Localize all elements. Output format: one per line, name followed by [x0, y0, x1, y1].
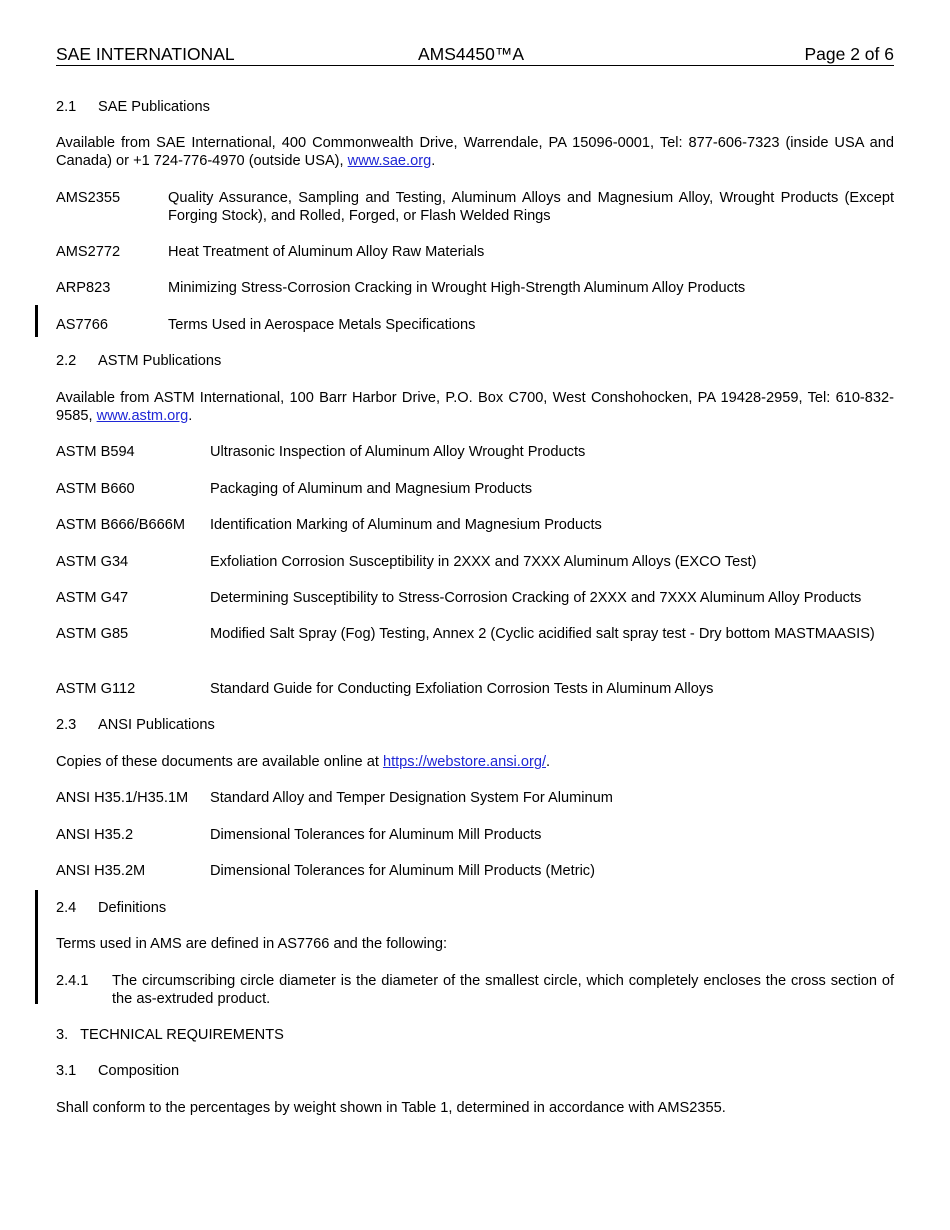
ref-title: Dimensional Tolerances for Aluminum Mill Products — [210, 827, 542, 843]
definition-text: The circumscribing circle diameter is the diameter of the smallest circle, which completely encloses the cross section of the as-extruded product. — [112, 973, 894, 1007]
astm-link[interactable]: www.astm.org — [96, 408, 189, 424]
section-number: 3.1 — [56, 1063, 77, 1079]
ref-title: Dimensional Tolerances for Aluminum Mill Products (Metric) — [210, 863, 595, 879]
ref-code: ANSI H35.2 — [56, 827, 134, 843]
ref-code: ASTM G47 — [56, 590, 129, 606]
astm-intro: Available from ASTM International, 100 Barr Harbor Drive, P.O. Box C700, West Conshohocken, PA 19428-2959, Tel: 610-832-9585, www.astm.org. — [56, 390, 894, 424]
ref-title: Exfoliation Corrosion Susceptibility in 2XXX and 7XXX Aluminum Alloys (EXCO Test) — [210, 554, 757, 570]
page-header — [56, 44, 894, 66]
section-number: 2.1 — [56, 99, 77, 115]
ref-code: AS7766 — [56, 317, 108, 333]
header-org: SAE INTERNATIONAL — [56, 44, 235, 64]
ansi-link[interactable]: https://webstore.ansi.org/ — [382, 754, 546, 770]
ref-title: Determining Susceptibility to Stress-Corrosion Cracking of 2XXX and 7XXX Aluminum Alloy Products — [210, 590, 862, 606]
section-title: ASTM Publications — [98, 353, 222, 369]
ref-title: Heat Treatment of Aluminum Alloy Raw Materials — [168, 244, 485, 260]
ref-code: ANSI H35.1/H35.1M — [56, 790, 189, 806]
ref-title: Terms Used in Aerospace Metals Specifications — [168, 317, 476, 333]
section-title: SAE Publications — [98, 99, 210, 115]
section-number: 2.2 — [56, 353, 77, 369]
ref-title: Standard Alloy and Temper Designation System For Aluminum — [210, 790, 613, 806]
ref-code: ARP823 — [56, 280, 111, 296]
ref-code: ASTM B660 — [56, 481, 135, 497]
ref-title: Quality Assurance, Sampling and Testing, Aluminum Alloys and Magnesium Alloy, Wrought Products (Except Forging Stock), and Rolled, Forged, or Flash Welded Rings — [168, 190, 894, 224]
ref-code: ASTM B666/B666M — [56, 517, 185, 533]
ref-code: ASTM B594 — [56, 444, 135, 460]
header-doc-number: AMS4450™A — [418, 44, 525, 64]
section-title: Composition — [98, 1063, 180, 1079]
ref-code: ASTM G85 — [56, 626, 129, 642]
sae-link[interactable]: www.sae.org — [347, 153, 432, 169]
section-title: Definitions — [98, 900, 167, 916]
ref-code: AMS2355 — [56, 190, 121, 206]
ref-code: ASTM G34 — [56, 554, 129, 570]
ref-code: ANSI H35.2M — [56, 863, 146, 879]
definitions-intro: Terms used in AMS are defined in AS7766 and the following: — [56, 936, 448, 952]
section-title: ANSI Publications — [98, 717, 215, 733]
ref-title: Ultrasonic Inspection of Aluminum Alloy Wrought Products — [210, 444, 586, 460]
ref-code: ASTM G112 — [56, 681, 136, 697]
composition-text: Shall conform to the percentages by weight shown in Table 1, determined in accordance with AMS2355. — [56, 1100, 726, 1116]
revision-bar — [35, 305, 38, 337]
ref-title: Minimizing Stress-Corrosion Cracking in Wrought High-Strength Aluminum Alloy Products — [168, 280, 746, 296]
header-page-number: Page 2 of 6 — [804, 44, 894, 64]
section-number: 2.4 — [56, 900, 77, 916]
ref-title: Modified Salt Spray (Fog) Testing, Annex 2 (Cyclic acidified salt spray test - Dry bottom MASTMAASIS) — [210, 626, 875, 642]
ansi-intro: Copies of these documents are available online at https://webstore.ansi.org/. — [56, 754, 551, 770]
sae-intro: Available from SAE International, 400 Commonwealth Drive, Warrendale, PA 15096-0001, Tel: 877-606-7323 (inside USA and Canada) or +1 724-776-4970 (outside USA), www.sae.org. — [56, 135, 894, 169]
ref-title: Packaging of Aluminum and Magnesium Products — [210, 481, 533, 497]
subsection-number: 2.4.1 — [56, 973, 89, 989]
section-heading: 3. TECHNICAL REQUIREMENTS — [56, 1027, 284, 1043]
ref-title: Standard Guide for Conducting Exfoliation Corrosion Tests in Aluminum Alloys — [210, 681, 714, 697]
ref-title: Identification Marking of Aluminum and Magnesium Products — [210, 517, 602, 533]
section-number: 2.3 — [56, 717, 77, 733]
revision-bar — [35, 890, 38, 1004]
ref-code: AMS2772 — [56, 244, 121, 260]
